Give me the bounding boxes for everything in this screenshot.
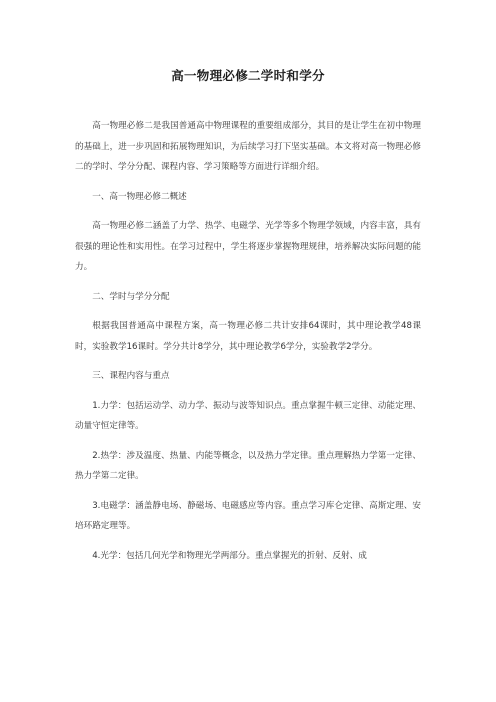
document-body [75,116,421,575]
intro-paragraph: 高一物理必修二是我国普通高中物理课程的重要组成部分，其目的是让学生在初中物理的基础上，进一步巩固和拓展物理知识，为后续学习打下坚实基础。本文将对高一物理必修二的学时、学分分配、课程内容、学习策略等方面进行详细介绍。 [75,121,421,172]
content-item-optics: 4.光学：包括几何光学和物理光学两部分。重点掌握光的折射、反射、成 [92,550,367,561]
overview-paragraph: 高一物理必修二涵盖了力学、热学、电磁学、光学等多个物理学领域，内容丰富，具有很强的理论性和实用性。在学习过程中，学生将逐步掌握物理规律，培养解决实际问题的能力。 [75,221,421,272]
content-item-electromagnetism: 3.电磁学：涵盖静电场、静磁场、电磁感应等内容。重点学习库仑定律、高斯定理、安培环路定理等。 [75,500,421,531]
document-title: 高一物理必修二学时和学分 [171,68,325,83]
content-item-thermal: 2.热学：涉及温度、热量、内能等概念，以及热力学定律。重点理解热力学第一定律、热力学第二定律。 [75,450,421,481]
section-heading-overview: 一、高一物理必修二概述 [92,191,187,202]
section-heading-content: 三、课程内容与重点 [92,371,170,381]
content-item-mechanics: 1.力学：包括运动学、动力学、振动与波等知识点。重点掌握牛顿三定律、动能定理、动量守恒定律等。 [75,400,421,431]
section-heading-credits: 二、学时与学分分配 [92,291,170,302]
credits-paragraph: 根据我国普通高中课程方案，高一物理必修二共计安排64课时，其中理论教学48课时，实验教学16课时。学分共计8学分，其中理论教学6学分，实验教学2学分。 [75,321,421,352]
